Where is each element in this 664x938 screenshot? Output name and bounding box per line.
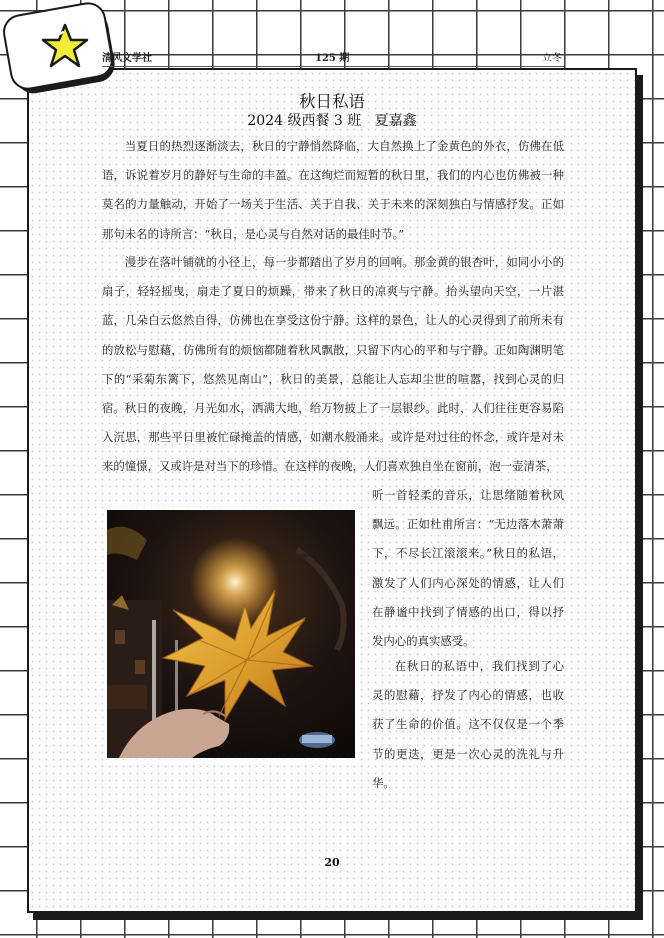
paragraph-3-continued: 听一首轻柔的音乐，让思绪随着秋风飘远。正如杜甫所言：“无边落木萧萧下，不尽长江滚滚来。”秋日的私语，激发了人们内心深处的情感，让人们在静谧中找到了情感的出口，得以抒发内心的真实感受。 — [372, 488, 564, 649]
issue-number: 125 期 — [315, 53, 350, 64]
page-header — [102, 46, 564, 67]
paragraph-2: 漫步在落叶铺就的小径上，每一步都踏出了岁月的回响。那金黄的银杏叶，如同小小的扇子，轻轻摇曳，扇走了夏日的烦躁，带来了秋日的凉爽与宁静。抬头望向天空，一片湛蓝，几朵白云悠然自得，仿佛也在享受这份宁静。这样的景色，让人的心灵得到了前所未有的放松与慰藉，仿佛所有的烦恼都随着秋风飘散，只留下内心的平和与宁静。正如陶渊明笔下的“采菊东篱下，悠然见南山”，秋日的美景，总能让人忘却尘世的喧嚣，找到心灵的归宿。 — [102, 255, 564, 416]
paragraph-1: 当夏日的热烈逐渐淡去，秋日的宁静悄然降临，大自然换上了金黄色的外衣，仿佛在低语，诉说着岁月的静好与生命的丰盈。在这绚烂而短暂的秋日里，我们的内心也仿佛被一种莫名的力量触动，开始了一场关于生活、关于自我、关于未来的深刻独白与情感抒发。正如那句未名的诗所言：“秋日，是心灵与自然对话的最佳时节。” — [102, 139, 564, 241]
star-icon — [40, 22, 90, 70]
autumn-leaf-photo — [107, 510, 355, 758]
paragraph-4: 在秋日的私语中，我们找到了心灵的慰藉，抒发了内心的情感，也收获了生命的价值。这不仅仅是一个季节的更迭，更是一次心灵的洗礼与升华。 — [372, 659, 564, 790]
page-number: 20 — [324, 856, 340, 869]
season-label: 立冬 — [542, 53, 562, 64]
article-byline: 2024 级西餐 3 班 夏嘉鑫 — [247, 113, 417, 129]
article-title: 秋日私语 — [299, 92, 365, 111]
publisher-name: 清风文学社 — [102, 53, 152, 64]
paragraph-3: 秋日的夜晚，月光如水，洒满大地，给万物披上了一层银纱。此时，人们往往更容易陷入沉思，那些平日里被忙碌掩盖的情感，如潮水般涌来。或许是对过往的怀念，或许是对未来的憧憬，又或许是对当下的珍惜。在这样的夜晚，人们喜欢独自坐在窗前，泡一壶清茶， — [102, 401, 564, 474]
